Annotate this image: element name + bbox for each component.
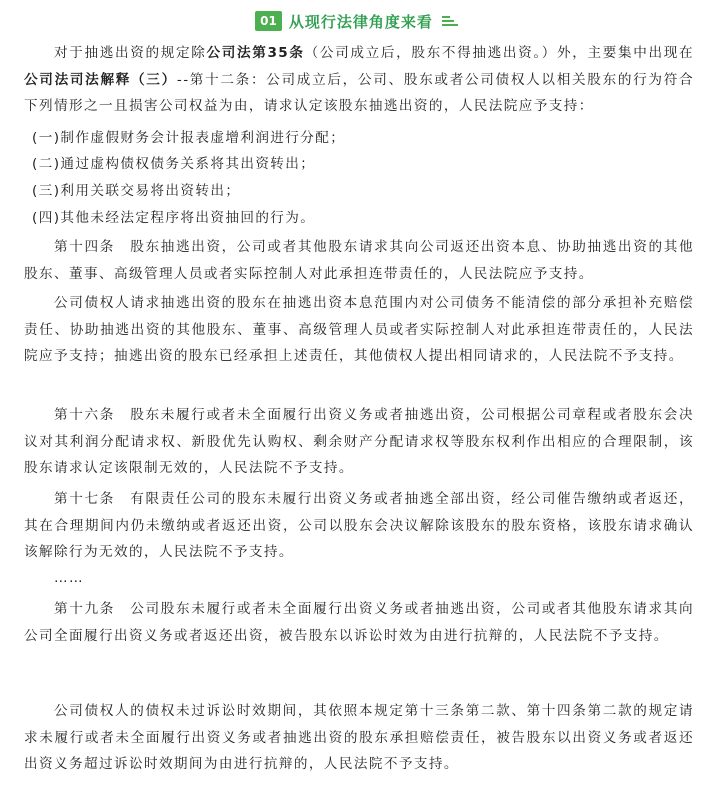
list-item: (四)其他未经法定程序将出资抽回的行为。 <box>32 210 316 226</box>
intro-paragraph <box>24 40 694 120</box>
article-14-paragraph: 第十四条 股东抽逃出资，公司或者其他股东请求其向公司返还出资本息、协助抽逃出资的其他股东、董事、高级管理人员或者实际控制人对此承担连带责任的，人民法院应予支持。 <box>24 239 694 282</box>
ellipsis: …… <box>54 570 84 586</box>
article-16-paragraph: 第十六条 股东未履行或者未全面履行出资义务或者抽逃出资，公司根据公司章程或者股东会决议对其利润分配请求权、新股优先认购权、剩余财产分配请求权等股东权利作出相应的合理限制，该股东请求认定该限制无效的，人民法院不予支持。 <box>24 407 694 476</box>
intro-text-3: --第十二条：公司成立后，公司、股东或者公司债权人以相关股东的行为符合下列情形之一且损害公司权益为由，请求认定该股东抽逃出资的，人民法院应予支持： <box>24 71 695 114</box>
list-item: (三)利用关联交易将出资转出； <box>32 183 241 199</box>
section-number-badge: 01 <box>255 11 282 31</box>
intro-bold-interpretation: 公司法司法解释（三） <box>24 71 177 88</box>
article-14-clause-2: 公司债权人请求抽逃出资的股东在抽逃出资本息范围内对公司债务不能清偿的部分承担补充赔偿责任、协助抽逃出资的其他股东、董事、高级管理人员或者实际控制人对此承担连带责任的，人民法院应予支持；抽逃出资的股东已经承担上述责任，其他债权人提出相同请求的，人民法院不予支持。 <box>24 295 694 364</box>
article-17-paragraph: 第十七条 有限责任公司的股东未履行出资义务或者抽逃全部出资，经公司催告缴纳或者返还，其在合理期间内仍未缴纳或者返还出资，公司以股东会决议解除该股东的股东资格，该股东请求确认该解除行为无效的，人民法院不予支持。 <box>24 491 694 560</box>
article-19-paragraph: 第十九条 公司股东未履行或者未全面履行出资义务或者抽逃出资，公司或者其他股东请求其向公司全面履行出资义务或者返还出资，被告股东以诉讼时效为由进行抗辩的，人民法院不予支持。 <box>24 601 694 644</box>
section-header <box>0 8 713 34</box>
lines-icon <box>442 16 458 26</box>
section-title: 从现行法律角度来看 <box>288 12 433 31</box>
list-item: (一)制作虚假财务会计报表虚增利润进行分配； <box>32 130 346 146</box>
intro-text-2: （公司成立后，股东不得抽逃出资。）外，主要集中出现在 <box>304 45 695 61</box>
intro-bold-law: 公司法第35条 <box>206 45 305 61</box>
list-item: (二)通过虚构债权债务关系将其出资转出； <box>32 156 316 172</box>
intro-text-1: 对于抽逃出资的规定除 <box>54 45 207 61</box>
article-19-clause-2: 公司债权人的债权未过诉讼时效期间，其依照本规定第十三条第二款、第十四条第二款的规定请求未履行或者未全面履行出资义务或者抽逃出资的股东承担赔偿责任，被告股东以出资义务或者返还出资义务超过诉讼时效期间为由进行抗辩的，人民法院不予支持。 <box>24 703 694 772</box>
